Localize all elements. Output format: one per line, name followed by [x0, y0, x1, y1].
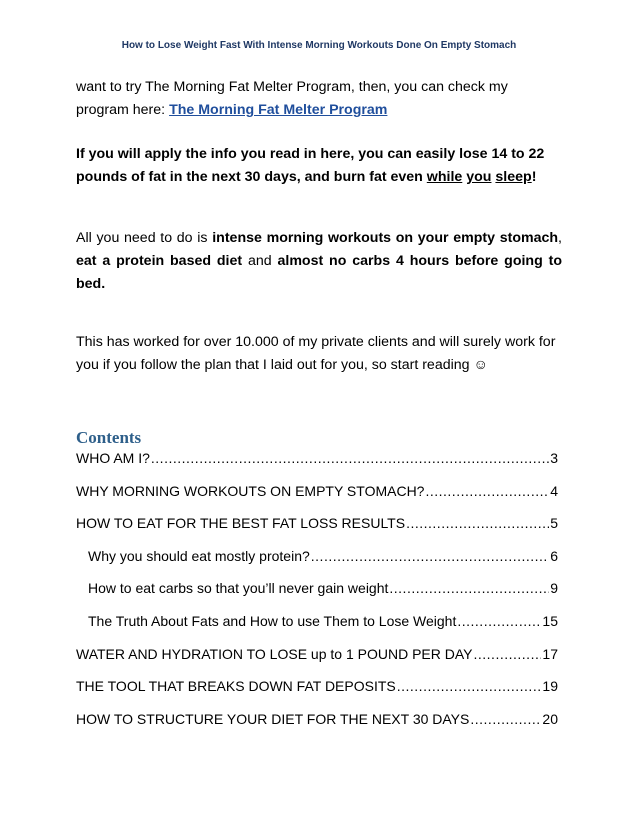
toc-entry-label: WHY MORNING WORKOUTS ON EMPTY STOMACH? [76, 482, 425, 499]
intro-paragraph-1 [76, 76, 562, 122]
toc-entry-page: 9 [550, 580, 558, 597]
toc-entry[interactable] [76, 515, 558, 548]
clients-text: This has worked for over 10.000 of my private clients and will surely work for you if you follow the plan that I laid out for you, so start reading [76, 334, 556, 373]
toc-leader-dots [425, 483, 549, 499]
toc-entry[interactable] [76, 580, 558, 613]
contents-title: Contents [76, 428, 142, 447]
toc-leader-dots [151, 450, 549, 466]
table-of-contents [76, 450, 558, 743]
page-header: How to Lose Weight Fast With Intense Morning Workouts Done On Empty Stomach [121, 40, 517, 51]
toc-entry-label: How to eat carbs so that you’ll never gain weight [88, 580, 389, 597]
toc-entry[interactable] [76, 646, 558, 679]
intro-paragraph-4 [76, 331, 562, 377]
toc-entry-page: 5 [550, 515, 558, 532]
toc-entry-label: WATER AND HYDRATION TO LOSE up to 1 POUND PER DAY [76, 645, 473, 662]
toc-leader-dots [474, 646, 542, 662]
toc-entry-page: 19 [542, 678, 558, 695]
intro-paragraph-2 [76, 143, 562, 189]
toc-entry[interactable] [76, 450, 558, 483]
bold-diet: eat a protein based diet [76, 253, 243, 269]
intro-text: want to try The Morning Fat Melter Program, then, you can check my program here: [76, 79, 508, 118]
plain-text: and [242, 253, 278, 269]
toc-leader-dots [311, 548, 549, 564]
toc-entry[interactable] [76, 613, 558, 646]
toc-entry-label: HOW TO STRUCTURE YOUR DIET FOR THE NEXT 30 DAYS [76, 710, 470, 727]
underlined-while: while [426, 169, 463, 185]
toc-entry-page: 6 [550, 547, 558, 564]
intro-paragraph-3 [76, 227, 562, 296]
underlined-sleep: sleep [495, 169, 532, 185]
bold-workouts: intense morning workouts on your empty stomach [212, 230, 559, 246]
toc-entry-label: WHO AM I? [76, 450, 150, 466]
plain-text: , [558, 230, 562, 246]
smiley-icon: ☺ [473, 357, 488, 373]
toc-entry-page: 20 [542, 710, 558, 727]
toc-entry[interactable] [76, 711, 558, 744]
toc-entry-page: 3 [550, 450, 558, 466]
toc-leader-dots [457, 613, 541, 629]
toc-entry-label: The Truth About Fats and How to use Them to Lose Weight [88, 612, 457, 629]
toc-entry-page: 17 [542, 645, 558, 662]
toc-entry-label: Why you should eat mostly protein? [88, 547, 310, 564]
toc-entry[interactable] [76, 548, 558, 581]
toc-leader-dots [470, 711, 541, 727]
program-link[interactable]: The Morning Fat Melter Program [169, 102, 388, 118]
toc-entry-page: 15 [542, 612, 558, 629]
toc-entry-label: HOW TO EAT FOR THE BEST FAT LOSS RESULTS [76, 515, 406, 532]
toc-leader-dots [397, 678, 542, 694]
plain-text: All you need to do is [76, 230, 213, 246]
underlined-you: you [466, 169, 492, 185]
exclamation: ! [531, 169, 537, 185]
toc-leader-dots [406, 515, 549, 531]
promise-text: If you will apply the info you read in here, you can easily lose 14 to 22 pounds of fat in the next 30 days, and burn fat even [76, 146, 545, 185]
bold-carbs: almost no carbs 4 hours before going to bed. [76, 253, 563, 292]
toc-entry[interactable] [76, 678, 558, 711]
toc-leader-dots [389, 580, 549, 596]
toc-entry-label: THE TOOL THAT BREAKS DOWN FAT DEPOSITS [76, 678, 396, 695]
toc-entry[interactable] [76, 483, 558, 516]
toc-entry-page: 4 [550, 482, 558, 499]
